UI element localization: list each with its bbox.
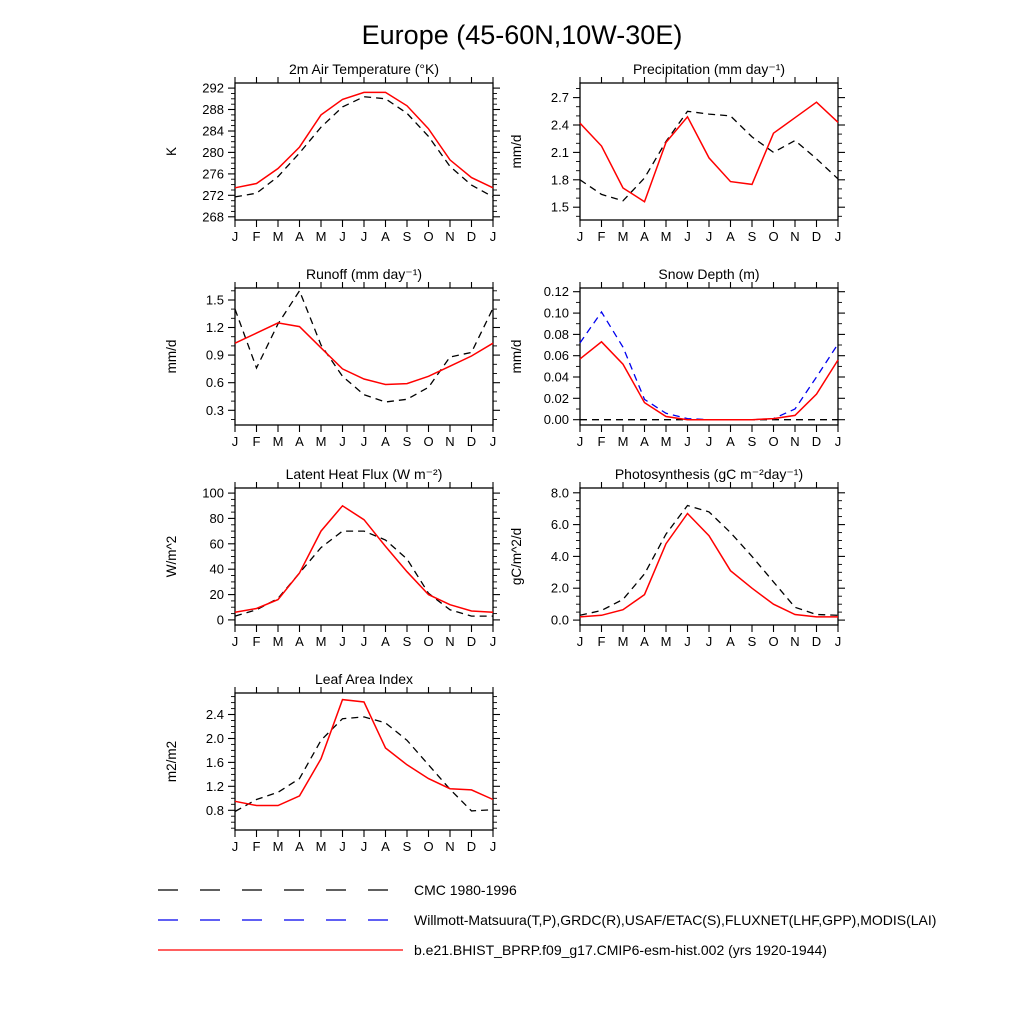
y-tick-label: 0.6	[205, 375, 224, 391]
chart-latent-heat-flux	[150, 460, 510, 665]
x-tick-label: J	[576, 229, 584, 244]
x-tick-label: M	[315, 839, 327, 854]
legend-line-obs-icon	[158, 909, 404, 931]
series-cmc	[580, 506, 838, 616]
series-cmc	[580, 111, 838, 201]
plot-box	[235, 693, 493, 830]
y-tick-label: 0.3	[205, 402, 224, 418]
series-cmc	[235, 531, 493, 616]
chart-precipitation	[495, 55, 855, 260]
x-tick-label: J	[576, 434, 584, 449]
x-tick-label: J	[339, 434, 346, 449]
x-tick-label: A	[295, 634, 304, 649]
figure-title: Europe (45-60N,10W-30E)	[361, 20, 683, 50]
y-tick-label: 0.10	[543, 305, 569, 321]
x-tick-label: M	[617, 634, 629, 649]
y-tick-label: 2.0	[205, 731, 224, 746]
y-axis-label: W/m^2	[164, 535, 179, 578]
x-tick-label: M	[272, 434, 284, 449]
x-tick-label: M	[660, 634, 672, 649]
y-tick-label: 0.9	[205, 347, 224, 363]
y-tick-label: 0.08	[543, 326, 569, 342]
x-tick-label: J	[834, 229, 842, 244]
x-tick-label: S	[402, 434, 412, 449]
x-tick-label: J	[231, 634, 239, 649]
chart-snow-depth	[495, 260, 855, 465]
y-axis-label: m2/m2	[164, 740, 179, 783]
y-tick-label: 1.2	[205, 778, 224, 794]
x-tick-label: A	[295, 229, 304, 244]
chart-air-temperature	[150, 55, 510, 260]
x-tick-label: J	[339, 634, 346, 649]
x-tick-label: O	[423, 229, 434, 244]
plot-box	[235, 83, 493, 220]
x-tick-label: J	[576, 634, 584, 649]
chart-leaf-area-index	[150, 665, 510, 870]
legend-line-model-icon	[158, 939, 404, 961]
y-tick-label: 2.4	[550, 117, 569, 133]
plot-box	[235, 488, 493, 625]
x-tick-label: J	[231, 839, 239, 854]
y-tick-label: 60	[209, 536, 224, 552]
x-tick-label: M	[660, 229, 672, 244]
y-axis-label: mm/d	[509, 134, 524, 169]
x-tick-label: D	[811, 634, 822, 649]
x-tick-label: M	[617, 434, 629, 449]
y-axis-label: gC/m^2/d	[509, 527, 524, 586]
x-tick-label: S	[402, 839, 412, 854]
x-tick-label: F	[252, 229, 261, 244]
y-tick-label: 100	[202, 485, 224, 501]
x-tick-label: A	[295, 434, 304, 449]
y-tick-label: 2.4	[205, 707, 224, 722]
y-tick-label: 2.1	[550, 144, 569, 160]
x-tick-label: M	[272, 229, 284, 244]
series-obs	[580, 312, 838, 420]
x-tick-label: J	[705, 229, 713, 244]
y-tick-label: 272	[202, 187, 224, 203]
y-tick-label: 1.8	[550, 172, 569, 188]
x-tick-label: A	[726, 634, 735, 649]
y-tick-label: 0.12	[543, 284, 569, 300]
x-tick-label: D	[466, 434, 477, 449]
x-tick-label: O	[768, 229, 779, 244]
y-tick-label: 0.00	[543, 412, 569, 428]
x-tick-label: J	[231, 434, 239, 449]
y-tick-label: 292	[202, 80, 224, 96]
y-tick-label: 288	[202, 102, 224, 117]
x-tick-label: A	[381, 839, 390, 854]
x-tick-label: D	[811, 434, 822, 449]
y-tick-label: 4.0	[550, 548, 569, 564]
x-tick-label: N	[445, 229, 455, 244]
chart-title: 2m Air Temperature (°K)	[288, 61, 440, 77]
x-tick-label: J	[231, 229, 239, 244]
x-tick-label: N	[790, 434, 800, 449]
x-tick-label: A	[640, 229, 649, 244]
chart-title: Precipitation (mm day⁻¹)	[632, 61, 786, 77]
x-tick-label: N	[790, 229, 800, 244]
series-model	[580, 102, 838, 202]
x-tick-label: A	[726, 434, 735, 449]
series-cmc	[235, 97, 493, 197]
x-tick-label: A	[295, 839, 304, 854]
chart-title: Leaf Area Index	[314, 671, 414, 687]
x-tick-label: M	[660, 434, 672, 449]
y-tick-label: 2.7	[550, 90, 569, 106]
series-model	[235, 92, 493, 187]
legend	[158, 879, 936, 969]
x-tick-label: J	[489, 229, 497, 244]
legend-label-model: b.e21.BHIST_BPRP.f09_g17.CMIP6-esm-hist.002 (yrs 1920-1944)	[414, 942, 827, 958]
y-tick-label: 1.2	[205, 320, 224, 335]
x-tick-label: J	[705, 634, 713, 649]
y-tick-label: 276	[202, 166, 224, 182]
y-tick-label: 0.0	[550, 612, 569, 628]
chart-title: Latent Heat Flux (W m⁻²)	[285, 466, 443, 482]
x-tick-label: J	[684, 434, 691, 449]
x-tick-label: A	[381, 634, 390, 649]
x-tick-label: O	[768, 434, 779, 449]
x-tick-label: J	[684, 634, 691, 649]
x-tick-label: N	[445, 634, 455, 649]
x-tick-label: S	[747, 434, 757, 449]
y-tick-label: 284	[202, 123, 224, 139]
x-tick-label: M	[315, 434, 327, 449]
x-tick-label: J	[489, 634, 497, 649]
x-tick-label: J	[489, 839, 497, 854]
series-model	[235, 506, 493, 613]
y-tick-label: 0.04	[543, 369, 569, 385]
chart-title: Photosynthesis (gC m⁻²day⁻¹)	[614, 466, 804, 482]
x-tick-label: M	[315, 229, 327, 244]
y-tick-label: 268	[202, 209, 224, 225]
x-tick-label: O	[423, 839, 434, 854]
y-tick-label: 2.0	[550, 580, 569, 596]
series-model	[580, 342, 838, 420]
x-tick-label: S	[402, 229, 412, 244]
x-tick-label: J	[339, 839, 346, 854]
x-tick-label: F	[597, 634, 606, 649]
x-tick-label: A	[726, 229, 735, 244]
x-tick-label: F	[252, 839, 261, 854]
x-tick-label: M	[272, 634, 284, 649]
y-tick-label: 8.0	[550, 485, 569, 501]
x-tick-label: J	[834, 634, 842, 649]
y-tick-label: 20	[209, 587, 224, 603]
y-tick-label: 40	[209, 561, 224, 577]
y-tick-label: 0	[216, 612, 224, 628]
chart-title: Snow Depth (m)	[658, 266, 760, 282]
x-tick-label: D	[811, 229, 822, 244]
series-cmc	[235, 717, 493, 812]
y-axis-label: K	[164, 146, 179, 157]
x-tick-label: J	[834, 434, 842, 449]
y-tick-label: 6.0	[550, 517, 569, 533]
y-tick-label: 280	[202, 144, 224, 160]
y-tick-label: 1.5	[205, 292, 224, 308]
y-tick-label: 1.5	[550, 199, 569, 215]
x-tick-label: M	[315, 634, 327, 649]
x-tick-label: D	[466, 229, 477, 244]
x-tick-label: N	[445, 434, 455, 449]
x-tick-label: F	[252, 434, 261, 449]
x-tick-label: F	[252, 634, 261, 649]
x-tick-label: D	[466, 634, 477, 649]
x-tick-label: A	[640, 434, 649, 449]
x-tick-label: M	[272, 839, 284, 854]
chart-runoff	[150, 260, 510, 465]
legend-item-cmc	[158, 879, 936, 901]
y-tick-label: 0.06	[543, 348, 569, 364]
x-tick-label: J	[339, 229, 346, 244]
x-tick-label: A	[381, 434, 390, 449]
x-tick-label: J	[705, 434, 713, 449]
y-axis-label: mm/d	[164, 339, 179, 374]
legend-line-cmc-icon	[158, 879, 404, 901]
series-model	[235, 700, 493, 806]
x-tick-label: S	[747, 634, 757, 649]
legend-item-model	[158, 939, 936, 961]
legend-label-obs: Willmott-Matsuura(T,P),GRDC(R),USAF/ETAC(S),FLUXNET(LHF,GPP),MODIS(LAI)	[414, 912, 937, 928]
x-tick-label: J	[360, 229, 368, 244]
x-tick-label: N	[790, 634, 800, 649]
series-cmc	[235, 291, 493, 402]
y-tick-label: 80	[209, 510, 224, 526]
plot-box	[580, 488, 838, 625]
x-tick-label: A	[640, 634, 649, 649]
x-tick-label: A	[381, 229, 390, 244]
y-tick-label: 1.6	[205, 754, 224, 770]
y-axis-label: mm/d	[509, 339, 524, 374]
x-tick-label: J	[360, 839, 368, 854]
plot-box	[580, 288, 838, 425]
x-tick-label: J	[360, 434, 368, 449]
x-tick-label: S	[747, 229, 757, 244]
y-tick-label: 0.02	[543, 390, 569, 406]
x-tick-label: N	[445, 839, 455, 854]
x-tick-label: D	[466, 839, 477, 854]
x-tick-label: O	[423, 634, 434, 649]
legend-label-cmc: CMC 1980-1996	[414, 882, 517, 898]
y-tick-label: 0.8	[205, 802, 224, 818]
x-tick-label: O	[768, 634, 779, 649]
plot-box	[580, 83, 838, 220]
chart-title: Runoff (mm day⁻¹)	[305, 266, 423, 282]
x-tick-label: F	[597, 229, 606, 244]
legend-item-obs	[158, 909, 936, 931]
x-tick-label: J	[489, 434, 497, 449]
x-tick-label: O	[423, 434, 434, 449]
x-tick-label: J	[360, 634, 368, 649]
x-tick-label: M	[617, 229, 629, 244]
chart-photosynthesis	[495, 460, 855, 665]
x-tick-label: J	[684, 229, 691, 244]
x-tick-label: S	[402, 634, 412, 649]
x-tick-label: F	[597, 434, 606, 449]
